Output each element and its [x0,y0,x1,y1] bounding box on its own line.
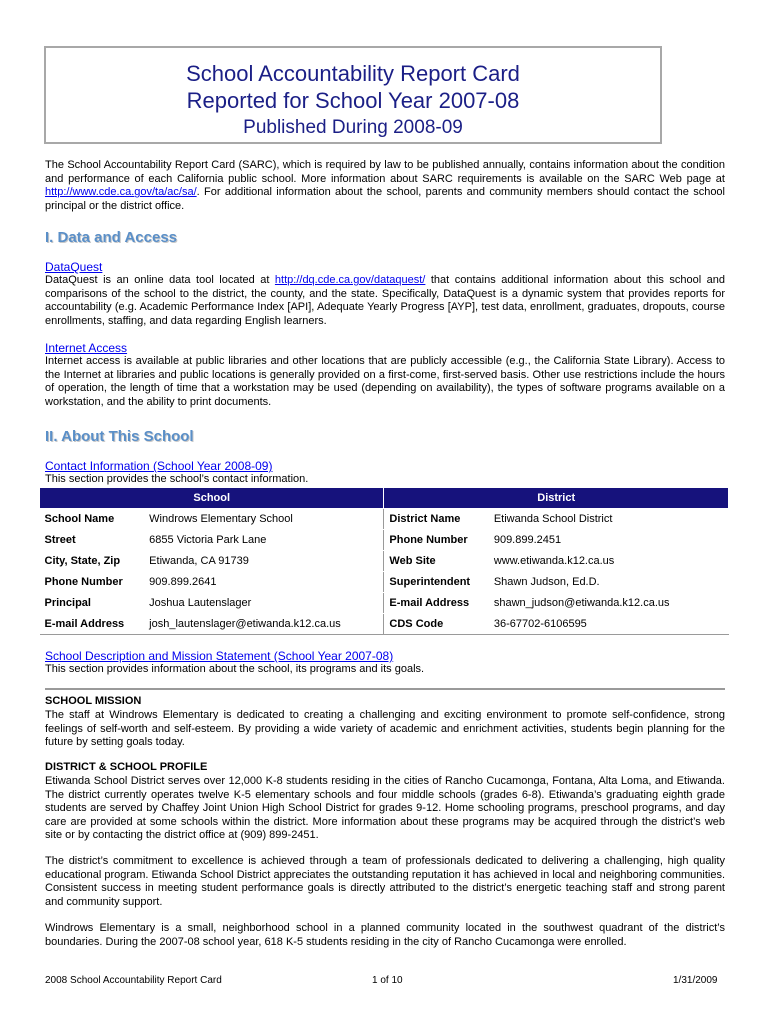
footer-date: 1/31/2009 [673,975,718,986]
internet-paragraph: Internet access is available at public libraries and other locations that are publicly accessible (e.g., the California State Library). Access to the Internet at libraries and public locations is generally provided on a first-come, first-served basis. Other use restrictions include the hours of operation, the length of time that a workstation may be used (depending on availability), the types of software programs available on a workstation, and the ability to print documents. [45,355,725,408]
dataquest-link[interactable]: DataQuest [45,260,103,274]
school-label: Phone Number [40,572,145,593]
profile-paragraph-1: Etiwanda School District serves over 12,000 K-8 students residing in the cities of Rancho Cucamonga, Fontana, Alta Loma, and Etiwanda. The district currently operates twelve K-5 elementary schools and four middle schools (grades 6-8). Etiwanda’s graduating eighth grade students are served by Chaffey Joint Union High School District for grades 9-12. Home schooling programs, preschool programs, and day care are provided at some schools within the district. More information about these programs may be acquired through the district’s web site or by contacting the district office at (909) 899-2451. [45,775,725,842]
table-row [40,614,729,635]
school-value: Etiwanda, CA 91739 [144,551,384,572]
district-value: Etiwanda School District [489,509,729,530]
district-value: 909.899.2451 [489,530,729,551]
intro-paragraph [45,159,725,213]
table-row [40,572,729,593]
district-label: CDS Code [384,614,489,635]
profile-heading: DISTRICT & SCHOOL PROFILE [45,761,208,773]
contact-info-link[interactable]: Contact Information (School Year 2008-09) [45,459,273,473]
school-header: School [40,488,384,509]
table-row [40,530,729,551]
school-value: Windrows Elementary School [144,509,384,530]
report-subtitle: Reported for School Year 2007-08 [186,88,520,113]
school-label: City, State, Zip [40,551,145,572]
district-header: District [384,488,729,509]
intro-text-1: The School Accountability Report Card (SARC), which is required by law to be published annually, contains information about the condition and performance of each California public school. More information about SARC requirements is available on the SARC Web page at [45,159,725,185]
dataquest-text-2: that contains additional information about this school and comparisons of the school to the district, the county, and the state. Specifically, DataQuest is a dynamic system that provides reports for accountability (e.g. Academic Performance Index [API], Adequate Yearly Progress [AYP], test data, enrollment, graduates, dropouts, course enrollments, staffing, and data regarding English learners. [45,274,725,327]
dataquest-url-link[interactable]: http://dq.cde.ca.gov/dataquest/ [274,274,426,286]
school-label: Principal [40,593,145,614]
profile-paragraph-3: Windrows Elementary is a small, neighborhood school in a planned community located in the southwest quadrant of the district’s boundaries. During the 2007-08 school year, 618 K-5 students residing in the city of Rancho Cucamonga were enrolled. [45,922,725,948]
school-value: 6855 Victoria Park Lane [144,530,384,551]
district-label: District Name [384,509,489,530]
school-description-link[interactable]: School Description and Mission Statement (School Year 2007-08) [45,649,394,663]
school-label: School Name [40,509,145,530]
district-value: 36-67702-6106595 [489,614,729,635]
internet-access-link[interactable]: Internet Access [45,341,128,355]
contact-header-row [40,488,729,509]
school-value: josh_lautenslager@etiwanda.k12.ca.us [144,614,384,635]
profile-paragraph-2: The district’s commitment to excellence is achieved through a team of professionals dedicated to delivering a challenging, high quality educational program. Etiwanda School District appreciates the outstanding reputation it has achieved in local and neighboring communities. Consistent success in meeting student performance goals is directly attributed to the district’s energetic teaching staff and strong parent and community support. [45,855,725,908]
mission-paragraph: The staff at Windrows Elementary is dedicated to creating a challenging and exciting environment to promote self-confidence, strong feelings of self-worth and self-esteem. By providing a wide variety of academic and enrichment activities, students begin planning for the future by setting goals today. [45,709,725,749]
district-value: shawn_judson@etiwanda.k12.ca.us [489,593,729,614]
report-title: School Accountability Report Card [186,61,520,86]
district-label: Phone Number [384,530,489,551]
sarc-web-link[interactable]: http://www.cde.ca.gov/ta/ac/sa/ [45,186,197,199]
table-row [40,551,729,572]
school-value: Joshua Lautenslager [144,593,384,614]
mission-heading: SCHOOL MISSION [45,695,142,707]
description-caption: This section provides information about the school, its programs and its goals. [45,663,425,675]
school-label: Street [40,530,145,551]
contact-table [39,487,729,635]
divider [45,688,725,690]
district-label: E-mail Address [384,593,489,614]
district-label: Superintendent [384,572,489,593]
school-label: E-mail Address [40,614,145,635]
district-value: Shawn Judson, Ed.D. [489,572,729,593]
district-value: www.etiwanda.k12.ca.us [489,551,729,572]
footer-left: 2008 School Accountability Report Card [45,975,222,986]
title-box [44,46,662,144]
section-heading-about-school: II. About This School [45,428,194,445]
dataquest-text-1: DataQuest is an online data tool located at [45,274,275,286]
intro-text-2: . For additional information about the school, parents and community members should contact the school principal or the district office. [45,186,725,212]
district-label: Web Site [384,551,489,572]
dataquest-paragraph [45,274,725,328]
section-heading-data-access: I. Data and Access [45,229,178,246]
school-value: 909.899.2641 [144,572,384,593]
published-line: Published During 2008-09 [243,117,463,138]
table-row [40,509,729,530]
footer-page-number: 1 of 10 [372,975,403,986]
table-row [40,593,729,614]
contact-caption: This section provides the school’s contact information. [45,473,309,485]
